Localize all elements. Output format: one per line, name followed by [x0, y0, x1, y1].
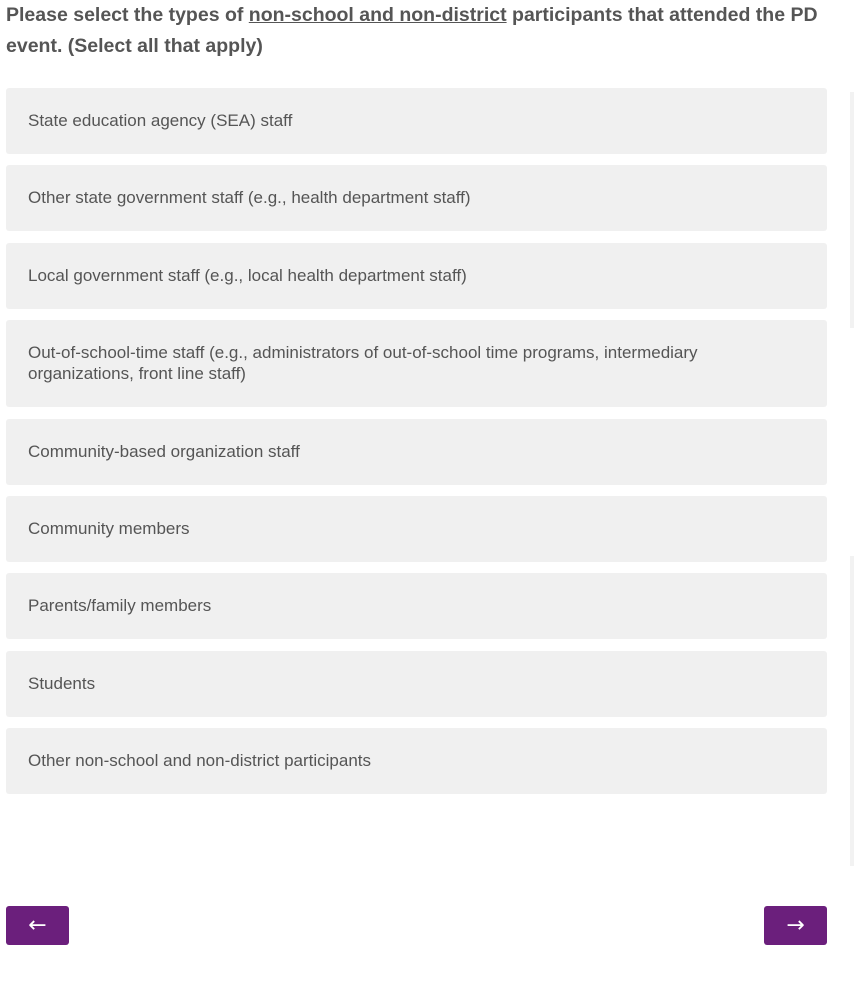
choice-state-government-staff[interactable]	[6, 165, 827, 231]
question-suffix: participants that attended the PD event. (Select all that apply)	[6, 4, 818, 57]
choice-students[interactable]	[6, 651, 827, 717]
choice-other-participants[interactable]	[6, 728, 827, 794]
choice-label: Community members	[28, 518, 190, 538]
choice-label: Parents/family members	[28, 596, 212, 616]
choice-label: Students	[28, 673, 96, 693]
choice-label: Other state government staff (e.g., health department staff)	[28, 188, 471, 208]
choice-sea-staff[interactable]	[6, 88, 827, 154]
choice-out-of-school-time-staff[interactable]	[6, 320, 827, 407]
choice-local-government-staff[interactable]	[6, 243, 827, 309]
question-emphasis: non-school and non-district	[248, 4, 507, 26]
choice-label: Other non-school and non-district participants	[28, 751, 372, 771]
choice-community-based-organization-staff[interactable]	[6, 419, 827, 485]
question-text	[6, 0, 836, 62]
choice-community-members[interactable]	[6, 496, 827, 562]
question-prefix: Please select the types of	[6, 4, 249, 26]
choice-label: Local government staff (e.g., local health department staff)	[28, 265, 467, 285]
scrollbar-track-edge	[850, 92, 854, 328]
back-button[interactable]: ←	[6, 906, 69, 945]
next-button[interactable]: →	[764, 906, 827, 945]
choice-label: Out-of-school-time staff (e.g., administrators of out-of-school time programs, intermediary organizations, front line staff)	[28, 343, 698, 384]
choice-label: Community-based organization staff	[28, 441, 300, 461]
choice-list	[6, 88, 827, 806]
choice-parents-family-members[interactable]	[6, 573, 827, 639]
scrollbar-track-edge	[850, 556, 854, 866]
choice-label: State education agency (SEA) staff	[28, 111, 293, 130]
